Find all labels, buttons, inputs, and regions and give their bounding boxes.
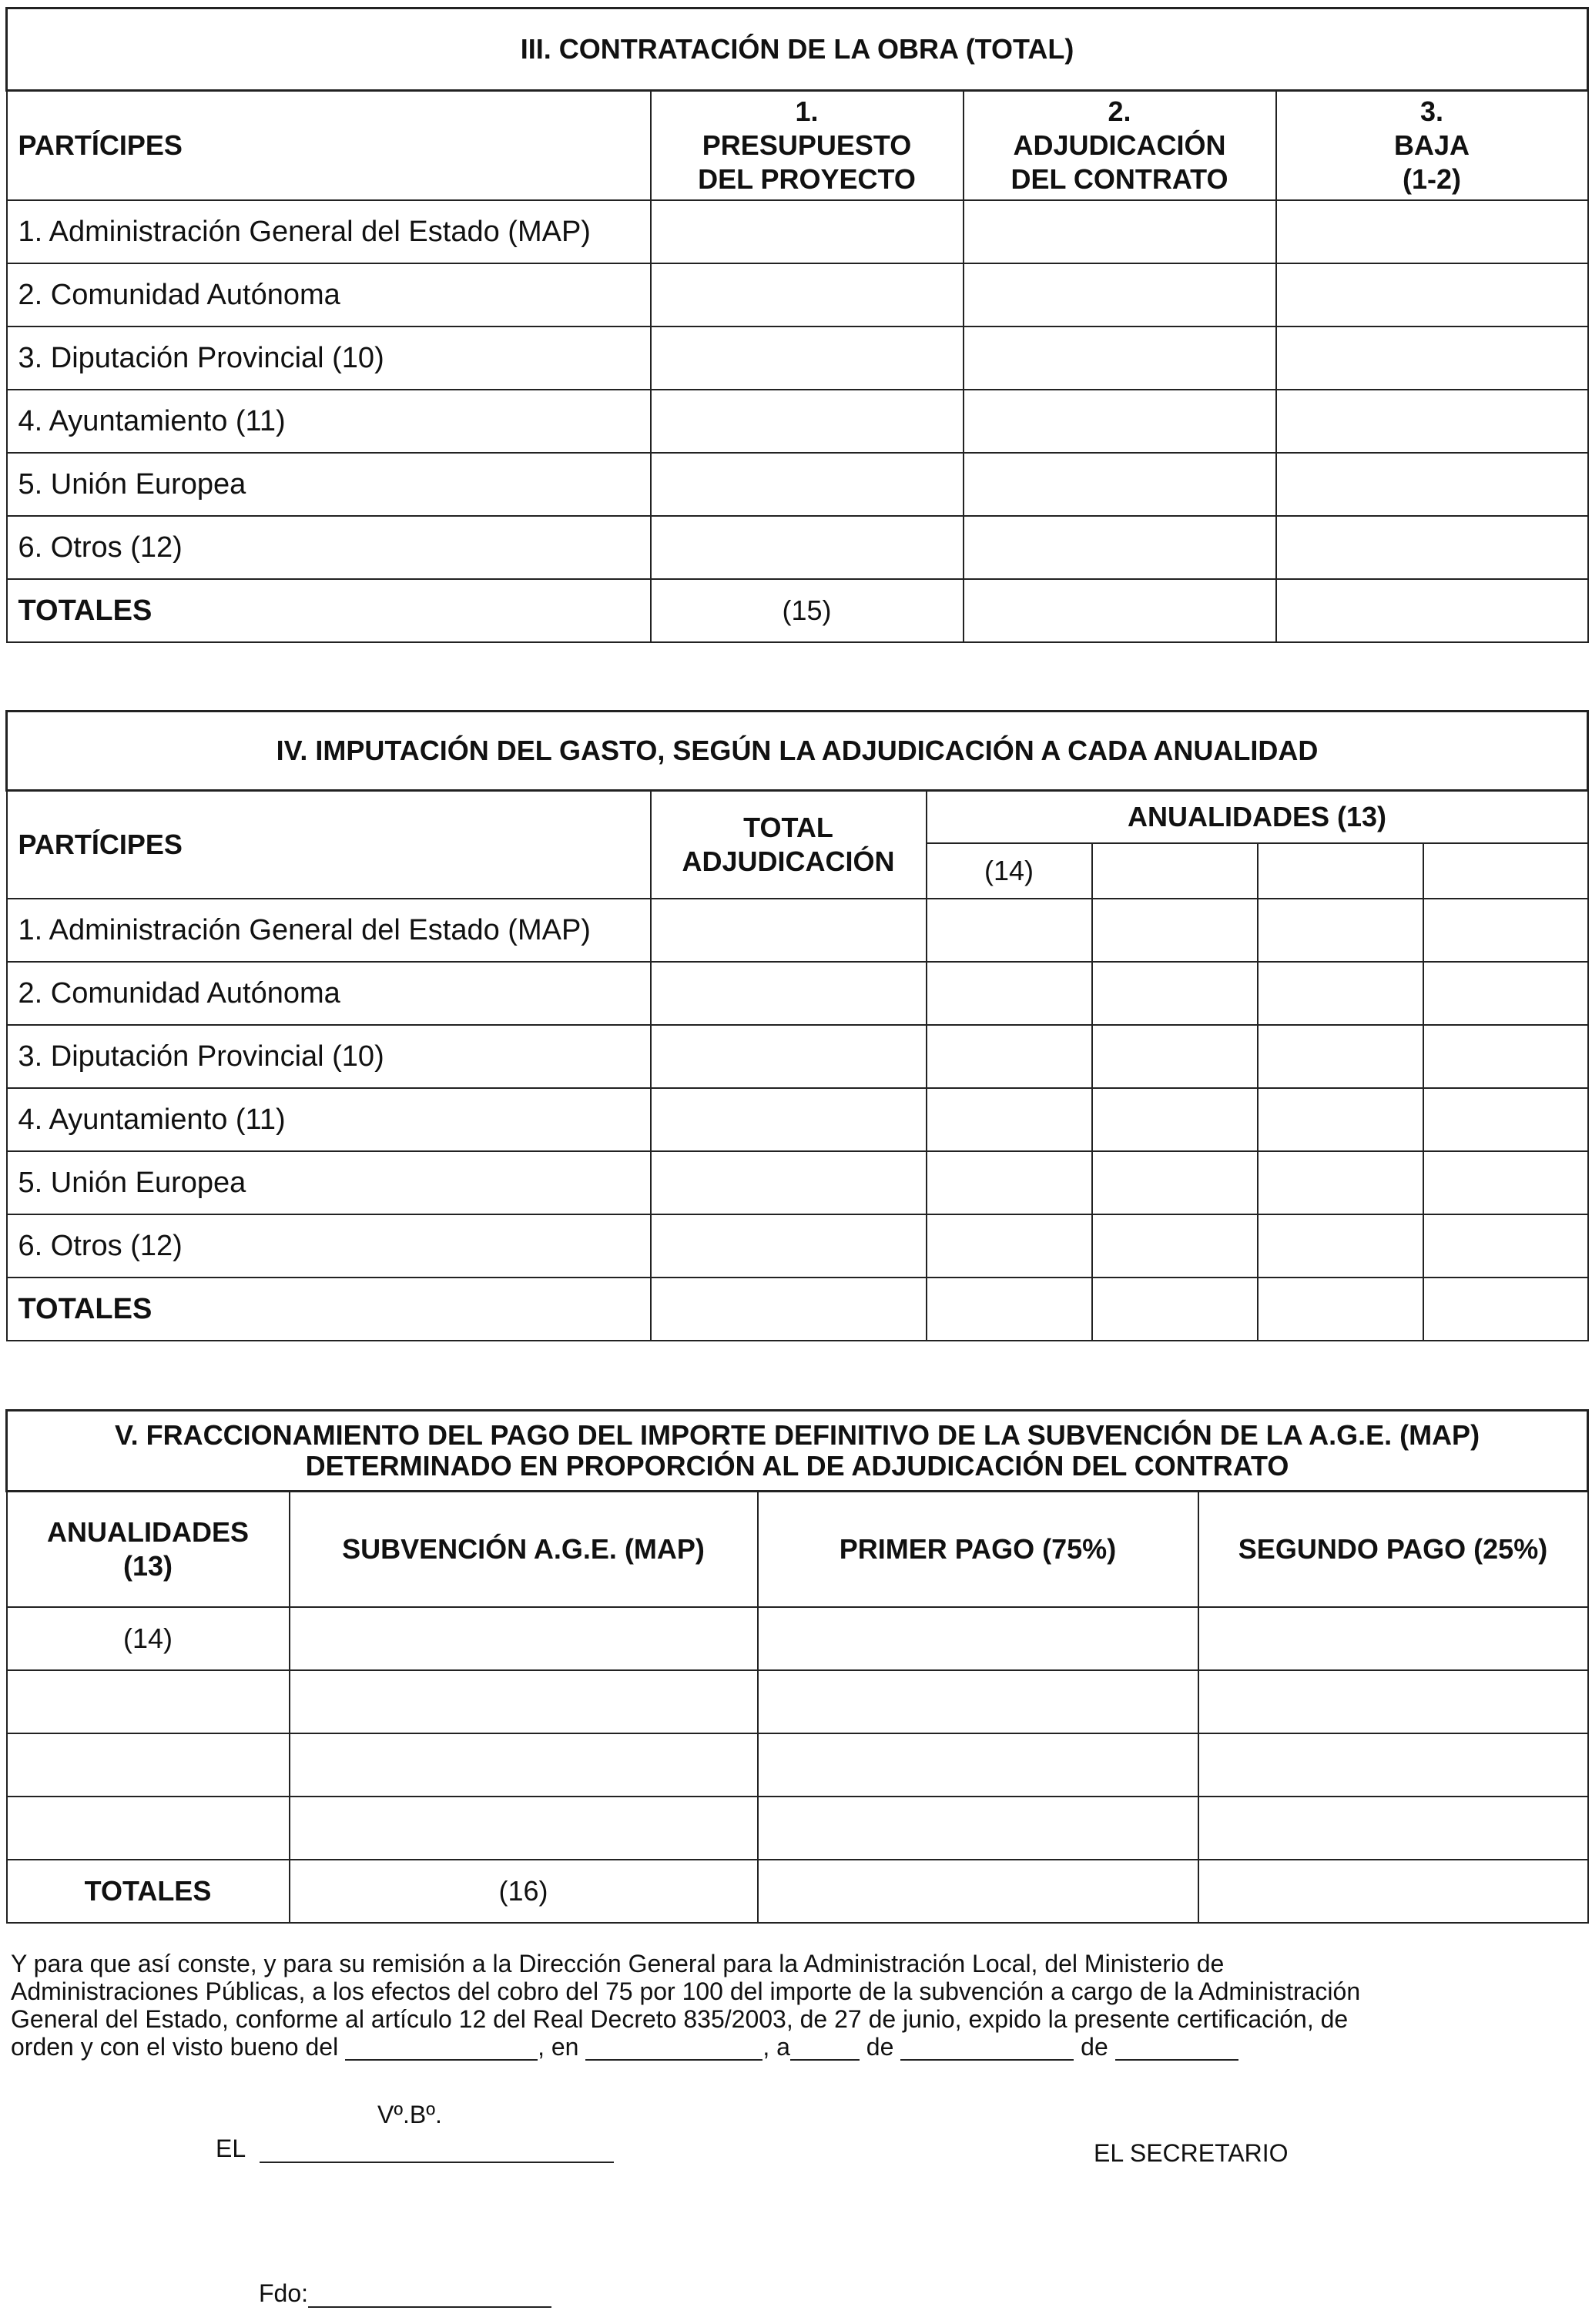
table-row [7,1151,1588,1214]
year-4-header[interactable] [1423,843,1588,899]
baja-cell[interactable] [1276,263,1588,326]
total-cell[interactable] [651,1214,927,1278]
totals-adjudicacion-cell[interactable] [964,579,1276,642]
year-cell[interactable] [1258,1025,1423,1088]
primer-pago-header: PRIMER PAGO (75%) [758,1492,1198,1608]
total-cell[interactable] [651,962,927,1025]
anualidad-cell[interactable] [7,1670,290,1733]
table-row [7,899,1588,962]
el-label: EL [216,2135,245,2162]
participes-header: PARTÍCIPES [7,91,651,201]
year-cell[interactable] [927,1214,1092,1278]
primer-pago-cell[interactable] [758,1733,1198,1797]
secretario-label: EL SECRETARIO [1094,2139,1289,2167]
baja-header: 3. BAJA (1-2) [1276,91,1588,201]
table-row [7,516,1588,579]
total-cell[interactable] [651,1151,927,1214]
row-label: 5. Unión Europea [7,453,651,516]
year-cell[interactable] [927,1088,1092,1151]
cert-line-4 [11,2033,1560,2061]
adjudicacion-cell[interactable] [964,390,1276,453]
totals-presupuesto-cell[interactable]: (15) [651,579,964,642]
anualidades-header: ANUALIDADES (13) [927,791,1588,844]
table-row [7,1088,1588,1151]
table-row [7,1607,1588,1670]
table-row [7,962,1588,1025]
baja-cell[interactable] [1276,390,1588,453]
totals-year-cell[interactable] [927,1278,1092,1341]
table-row [7,1733,1588,1797]
cert-de-1: de [866,2033,894,2061]
adjudicacion-cell[interactable] [964,516,1276,579]
section-iii-table [5,7,1589,643]
row-label: 3. Diputación Provincial (10) [7,326,651,390]
year-1-header[interactable]: (14) [927,843,1092,899]
visto-bueno-blank[interactable] [345,2036,538,2061]
totals-label: TOTALES [7,1860,290,1923]
cert-line-1: Y para que así conste, y para su remisión a la Dirección General para la Administración Local, del Ministerio de [11,1950,1225,1977]
presupuesto-cell[interactable] [651,390,964,453]
segundo-pago-cell[interactable] [1198,1670,1588,1733]
table-row [7,1797,1588,1860]
year-cell[interactable] [927,899,1092,962]
year-cell[interactable] [1258,1214,1423,1278]
fdo-signature-line[interactable] [308,2283,551,2308]
fdo-block [259,2279,551,2308]
year-cell[interactable] [1258,1088,1423,1151]
year-cell[interactable] [1092,962,1258,1025]
subvencion-header: SUBVENCIÓN A.G.E. (MAP) [290,1492,758,1608]
section-v-title: V. FRACCIONAMIENTO DEL PAGO DEL IMPORTE DEFINITIVO DE LA SUBVENCIÓN DE LA A.G.E. (MAP) DETERMINADO EN PROPORCIÓN AL DE ADJUDICACIÓN DEL CONTRATO [7,1411,1588,1492]
certification-text [11,1950,1560,2061]
year-cell[interactable] [1423,899,1588,962]
table-row [7,263,1588,326]
totals-row [7,1278,1588,1341]
year-cell[interactable] [927,1151,1092,1214]
row-label: 1. Administración General del Estado (MAP) [7,200,651,263]
totals-subvencion-cell[interactable]: (16) [290,1860,758,1923]
year-cell[interactable] [1423,1214,1588,1278]
row-label: 6. Otros (12) [7,516,651,579]
totals-year-cell[interactable] [1092,1278,1258,1341]
year-2-header[interactable] [1092,843,1258,899]
baja-cell[interactable] [1276,326,1588,390]
segundo-pago-cell[interactable] [1198,1797,1588,1860]
year-cell[interactable] [1092,1151,1258,1214]
totals-primer-pago-cell[interactable] [758,1860,1198,1923]
year-cell[interactable] [1423,1088,1588,1151]
year-cell[interactable] [1423,962,1588,1025]
subvencion-cell[interactable] [290,1797,758,1860]
baja-cell[interactable] [1276,200,1588,263]
segundo-pago-cell[interactable] [1198,1733,1588,1797]
row-label: 2. Comunidad Autónoma [7,962,651,1025]
presupuesto-cell[interactable] [651,326,964,390]
table-row [7,1214,1588,1278]
totals-total-cell[interactable] [651,1278,927,1341]
baja-cell[interactable] [1276,453,1588,516]
day-blank[interactable] [790,2036,860,2061]
total-cell[interactable] [651,899,927,962]
cert-line-2: Administraciones Públicas, a los efectos del cobro del 75 por 100 del importe de la subvención a cargo de la Administración [11,1977,1361,2005]
row-label: 2. Comunidad Autónoma [7,263,651,326]
presupuesto-cell[interactable] [651,263,964,326]
totals-label: TOTALES [7,579,651,642]
table-row [7,453,1588,516]
year-cell[interactable] [1258,1151,1423,1214]
primer-pago-cell[interactable] [758,1797,1198,1860]
subvencion-cell[interactable] [290,1733,758,1797]
row-label: 1. Administración General del Estado (MAP) [7,899,651,962]
presupuesto-cell[interactable] [651,453,964,516]
section-iv-title: IV. IMPUTACIÓN DEL GASTO, SEGÚN LA ADJUDICACIÓN A CADA ANUALIDAD [7,712,1588,791]
adjudicacion-header: 2. ADJUDICACIÓN DEL CONTRATO [964,91,1276,201]
fdo-label: Fdo: [259,2279,309,2307]
subvencion-cell[interactable] [290,1607,758,1670]
table-row [7,1025,1588,1088]
primer-pago-cell[interactable] [758,1607,1198,1670]
totals-row [7,1860,1588,1923]
cert-line-3: General del Estado, conforme al artículo 12 del Real Decreto 835/2003, de 27 de junio, expido la presente certificación, de [11,2005,1349,2033]
total-cell[interactable] [651,1088,927,1151]
section-iii-title: III. CONTRATACIÓN DE LA OBRA (TOTAL) [7,8,1588,91]
segundo-pago-header: SEGUNDO PAGO (25%) [1198,1492,1588,1608]
place-blank[interactable] [585,2036,762,2061]
totals-label: TOTALES [7,1278,651,1341]
year-cell[interactable] [1092,1088,1258,1151]
section-iv-table [5,710,1589,1341]
vobo-label: Vº.Bº. [377,2101,442,2128]
anualidades-header: ANUALIDADES (13) [7,1492,290,1608]
cert-de-2: de [1081,2033,1108,2061]
adjudicacion-cell[interactable] [964,263,1276,326]
totals-row [7,579,1588,642]
adjudicacion-cell[interactable] [964,453,1276,516]
row-label: 3. Diputación Provincial (10) [7,1025,651,1088]
row-label: 4. Ayuntamiento (11) [7,390,651,453]
year-3-header[interactable] [1258,843,1423,899]
year-cell[interactable] [927,1025,1092,1088]
year-cell[interactable] [1423,1025,1588,1088]
month-blank[interactable] [900,2036,1074,2061]
presupuesto-cell[interactable] [651,200,964,263]
totals-baja-cell[interactable] [1276,579,1588,642]
row-label: 4. Ayuntamiento (11) [7,1088,651,1151]
el-signature-line[interactable] [260,2138,614,2163]
presupuesto-cell[interactable] [651,516,964,579]
year-blank[interactable] [1115,2036,1238,2061]
cert-a: , a [762,2033,790,2061]
section-v-table [5,1409,1589,1924]
presupuesto-header: 1. PRESUPUESTO DEL PROYECTO [651,91,964,201]
baja-cell[interactable] [1276,516,1588,579]
year-cell[interactable] [1258,962,1423,1025]
row-label: 5. Unión Europea [7,1151,651,1214]
year-cell[interactable] [1258,899,1423,962]
segundo-pago-cell[interactable] [1198,1607,1588,1670]
el-signature-block [216,2135,614,2163]
year-cell[interactable] [1092,1214,1258,1278]
year-cell[interactable] [1423,1151,1588,1214]
participes-header: PARTÍCIPES [7,791,651,899]
cert-line-4-start: orden y con el visto bueno del [11,2033,339,2061]
subvencion-cell[interactable] [290,1670,758,1733]
totals-year-cell[interactable] [1423,1278,1588,1341]
row-label: 6. Otros (12) [7,1214,651,1278]
anualidad-cell[interactable]: (14) [7,1607,290,1670]
year-cell[interactable] [1092,899,1258,962]
totals-segundo-pago-cell[interactable] [1198,1860,1588,1923]
table-row [7,1670,1588,1733]
year-cell[interactable] [1092,1025,1258,1088]
table-row [7,390,1588,453]
totals-year-cell[interactable] [1258,1278,1423,1341]
total-adjudicacion-header: TOTAL ADJUDICACIÓN [651,791,927,899]
cert-en: , en [538,2033,579,2061]
adjudicacion-cell[interactable] [964,200,1276,263]
total-cell[interactable] [651,1025,927,1088]
adjudicacion-cell[interactable] [964,326,1276,390]
anualidad-cell[interactable] [7,1733,290,1797]
primer-pago-cell[interactable] [758,1670,1198,1733]
table-row [7,326,1588,390]
table-row [7,200,1588,263]
anualidad-cell[interactable] [7,1797,290,1860]
year-cell[interactable] [927,962,1092,1025]
